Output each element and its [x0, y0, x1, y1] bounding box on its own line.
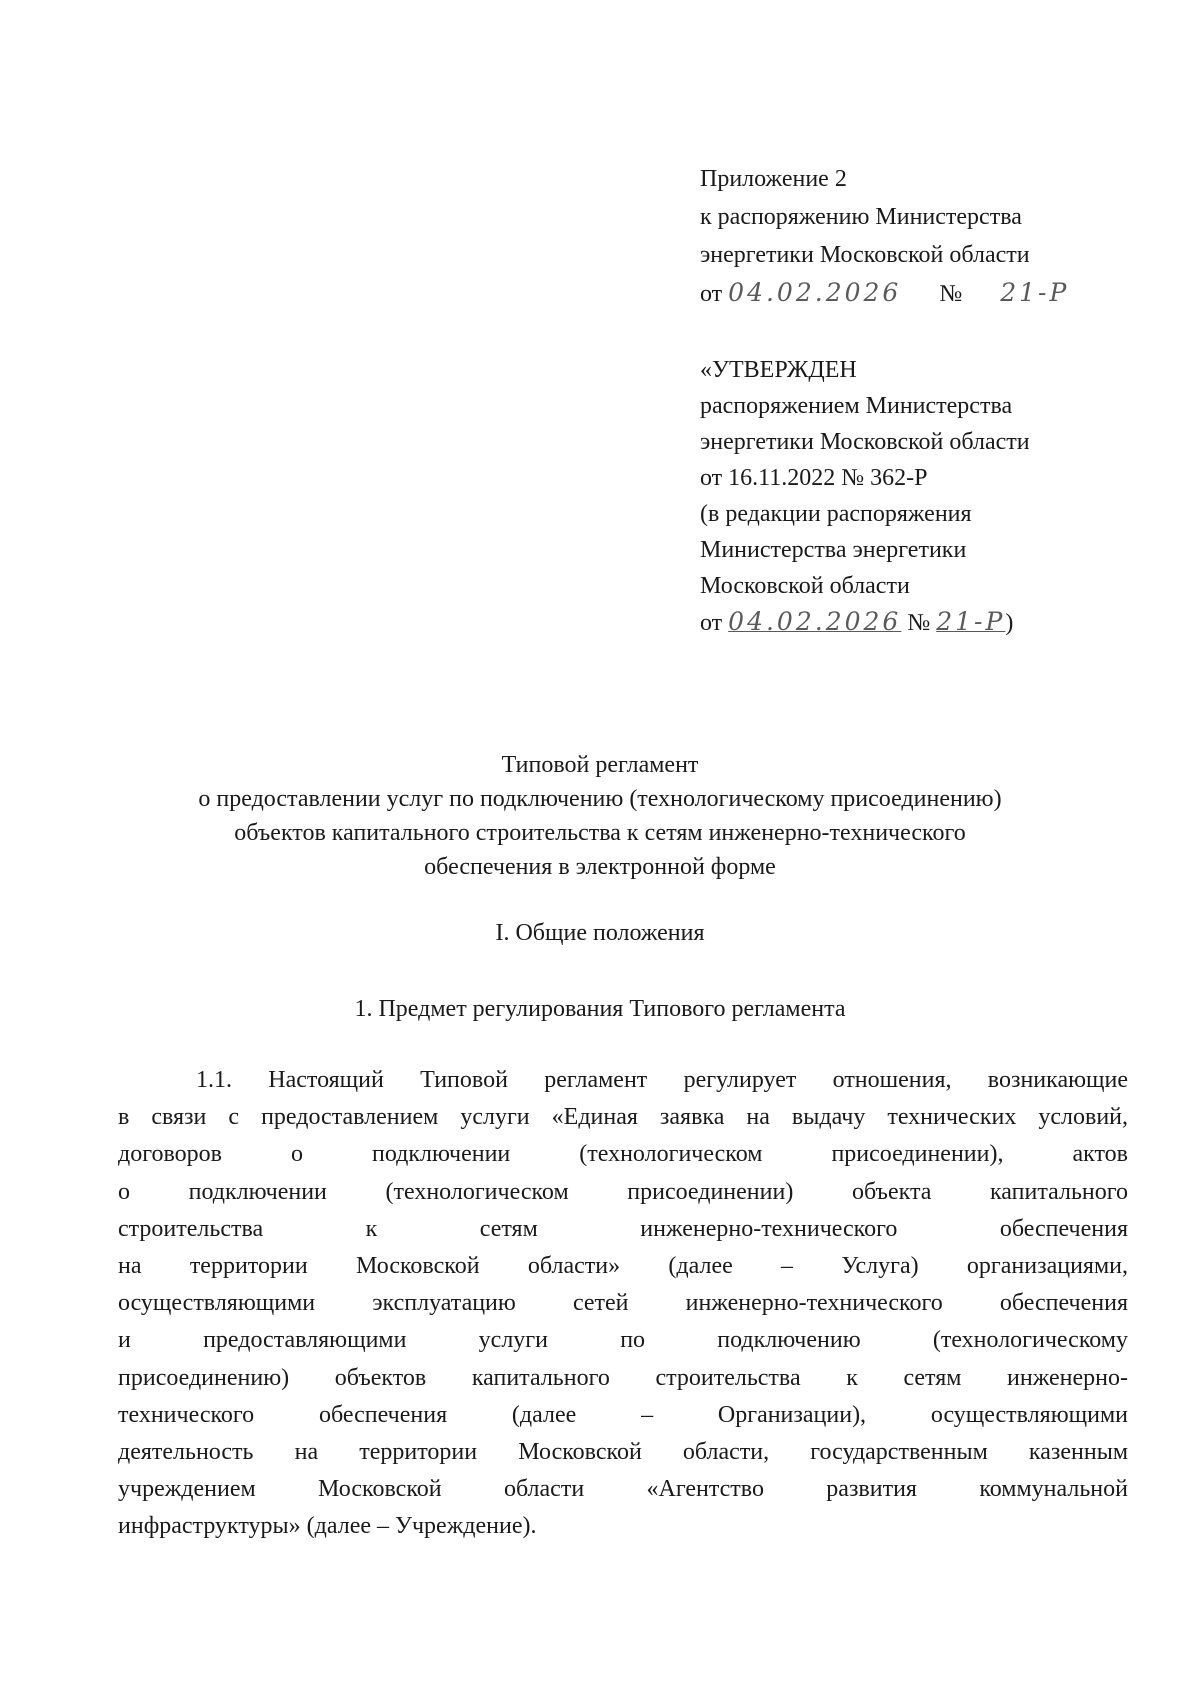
paragraph-line: на территории Московской области» (далее – Услуга) организациями, — [118, 1253, 1128, 1280]
annex-handwritten-date: 04.02.2026 — [728, 278, 902, 307]
paragraph-1-1 — [118, 1062, 1128, 1546]
paragraph-line: учреждением Московской области «Агентство развития коммунальной — [118, 1476, 1128, 1503]
annex-line: энергетики Московской области — [700, 242, 1030, 268]
approved-number-prefix: № — [907, 610, 931, 636]
title-line: о предоставлении услуг по подключению (технологическому присоединению) — [198, 786, 1002, 812]
paragraph-line: строительства к сетям инженерно-технического обеспечения — [118, 1215, 1128, 1242]
approved-line: распоряжением Министерства — [700, 393, 1013, 419]
approved-line: Министерства энергетики — [700, 537, 967, 563]
title-line: обеспечения в электронной форме — [424, 854, 776, 880]
annex-block — [700, 160, 1069, 313]
approved-line: энергетики Московской области — [700, 429, 1030, 455]
section-heading: I. Общие положения — [495, 920, 705, 946]
approved-date-prefix: от — [700, 610, 723, 636]
paragraph-line: инфраструктуры» (далее – Учреждение). — [118, 1513, 537, 1540]
annex-handwritten-number: 21-Р — [1000, 278, 1070, 307]
approved-date-line — [700, 604, 1030, 641]
title-line: Типовой регламент — [501, 752, 699, 778]
annex-line: к распоряжению Министерства — [700, 204, 1022, 230]
paragraph-line: технического обеспечения (далее – Организации), осуществляющими — [118, 1401, 1128, 1428]
title-line: объектов капитального строительства к сетям инженерно-технического — [234, 820, 966, 846]
approved-line: (в редакции распоряжения — [700, 501, 972, 527]
annex-date-prefix: от — [700, 281, 723, 307]
approved-closing-paren: ) — [1005, 610, 1014, 636]
subsection-heading: 1. Предмет регулирования Типового регламента — [354, 996, 846, 1022]
approved-handwritten-number: 21-Р — [936, 607, 1006, 636]
document-title — [0, 748, 1200, 884]
paragraph-line: осуществляющими эксплуатацию сетей инженерно-технического обеспечения — [118, 1290, 1128, 1317]
paragraph-line: и предоставляющими услуги по подключению (технологическому — [118, 1327, 1128, 1354]
approved-line: «УТВЕРЖДЕН — [700, 357, 857, 383]
annex-date-line — [700, 274, 1069, 313]
paragraph-line: договоров о подключении (технологическом присоединении), актов — [118, 1141, 1128, 1168]
paragraph-line: деятельность на территории Московской области, государственным казенным — [118, 1439, 1128, 1466]
paragraph-line: о подключении (технологическом присоединении) объекта капитального — [118, 1178, 1128, 1205]
annex-line: Приложение 2 — [700, 166, 847, 192]
approved-line: от 16.11.2022 № 362-Р — [700, 465, 928, 491]
annex-number-prefix: № — [939, 281, 963, 307]
approval-stamp-block — [700, 352, 1030, 641]
paragraph-line: 1.1. Настоящий Типовой регламент регулирует отношения, возникающие — [196, 1067, 1128, 1093]
paragraph-line: в связи с предоставлением услуги «Единая заявка на выдачу технических условий, — [118, 1104, 1128, 1131]
approved-line: Московской области — [700, 573, 910, 599]
approved-handwritten-date: 04.02.2026 — [728, 607, 902, 636]
paragraph-line: присоединению) объектов капитального строительства к сетям инженерно- — [118, 1364, 1128, 1391]
